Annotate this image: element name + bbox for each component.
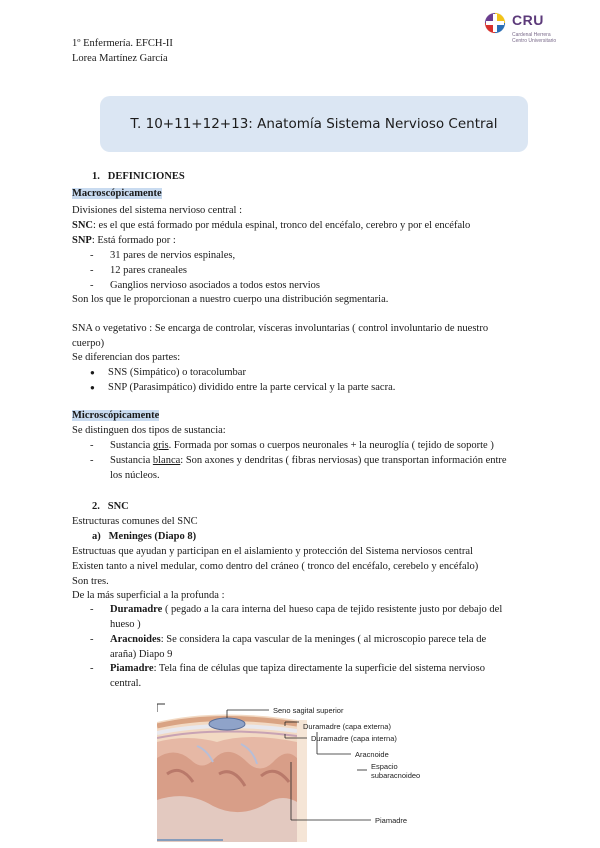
structures-text: Estructuras comunes del SNC — [72, 516, 198, 527]
parts-text: Se diferencian dos partes: — [72, 352, 181, 363]
figure-label: Piamadre — [375, 816, 408, 825]
bullet-item: ● SNP (Parasimpático) dividido entre la parte cervical y la parte sacra. — [90, 382, 396, 393]
section-1-heading: 1. DEFINICIONES — [92, 171, 185, 182]
aracnoides-item-cont: araña) Diapo 9 — [110, 649, 173, 660]
sna-text-cont: cuerpo) — [72, 338, 105, 349]
white-matter-item: - Sustancia blanca: Son axones y dendritas ( fibras nerviosas) que transportan información entre — [90, 455, 507, 466]
cross-logo-icon — [484, 12, 506, 34]
meninges-p1: Estructuas que ayudan y participan en el aislamiento y protección del Sistema nerviosos central — [72, 546, 473, 557]
micro-heading: Microscópicamente — [72, 410, 160, 421]
cru-logo — [484, 12, 574, 48]
gray-matter-item: - Sustancia gris. Formada por somas o cuerpos neuronales + la neuroglía ( tejido de soporte ) — [90, 440, 494, 451]
divisions-text: Divisiones del sistema nervioso central : — [72, 205, 243, 216]
figure-label: Duramadre (capa interna) — [311, 734, 397, 743]
substance-text: Se distinguen dos tipos de sustancia: — [72, 425, 226, 436]
meninges-subheading: a) Meninges (Diapo 8) — [92, 531, 197, 542]
logo-subtitle: Cardenal Herrera Centro Universitario — [512, 32, 557, 44]
sna-text: SNA o vegetativo : Se encarga de controlar, vísceras involuntarias ( control involuntario de nuestro — [72, 323, 489, 334]
page-title: T. 10+11+12+13: Anatomía Sistema Nervioso Central — [130, 116, 498, 132]
figure-label: subaracnoideo — [371, 771, 421, 780]
macro-heading: Macroscópicamente — [72, 188, 162, 199]
author-line: Lorea Martínez García — [72, 53, 168, 64]
section-2-heading: 2. SNC — [92, 501, 129, 512]
meninges-figure — [157, 702, 441, 842]
piamadre-item: - Piamadre: Tela fina de células que tapiza directamente la superficie del sistema nervioso — [90, 663, 485, 674]
duramadre-item: - Duramadre ( pegado a la cara interna del hueso capa de tejido resistente justo por debajo del — [90, 604, 503, 615]
aracnoides-item: - Aracnoides: Se considera la capa vascular de la meninges ( al microscopio parece tela de — [90, 634, 487, 645]
figure-label: Aracnoide — [355, 750, 389, 759]
title-box — [100, 96, 528, 152]
figure-label: Seno sagital superior — [273, 706, 344, 715]
white-matter-item-cont: los núcleos. — [110, 470, 160, 481]
meninges-p2: Existen tanto a nivel medular, como dentro del cráneo ( tronco del encéfalo, cerebelo y encéfalo) — [72, 561, 479, 572]
logo-text: CRU — [512, 12, 544, 28]
list-item: - 12 pares craneales — [90, 265, 187, 276]
snp-definition: SNP: Está formado por : — [72, 235, 176, 246]
course-line: 1º Enfermería. EFCH-II — [72, 38, 173, 49]
segment-text: Son los que le proporcionan a nuestro cuerpo una distribución segmentaria. — [72, 294, 389, 305]
meninges-p4: De la más superficial a la profunda : — [72, 590, 225, 601]
list-item: - Ganglios nervioso asociados a todos estos nervios — [90, 280, 320, 291]
figure-label: Espacio — [371, 762, 398, 771]
bullet-item: ● SNS (Simpático) o toracolumbar — [90, 367, 246, 378]
header-info — [72, 36, 173, 66]
snc-definition: SNC: es el que está formado por médula espinal, tronco del encéfalo, cerebro y por el encéfalo — [72, 220, 471, 231]
meninges-p3: Son tres. — [72, 576, 109, 587]
list-item: - 31 pares de nervios espinales, — [90, 250, 236, 261]
duramadre-item-cont: hueso ) — [110, 619, 141, 630]
figure-label: Duramadre (capa externa) — [303, 722, 391, 731]
piamadre-item-cont: central. — [110, 678, 142, 689]
